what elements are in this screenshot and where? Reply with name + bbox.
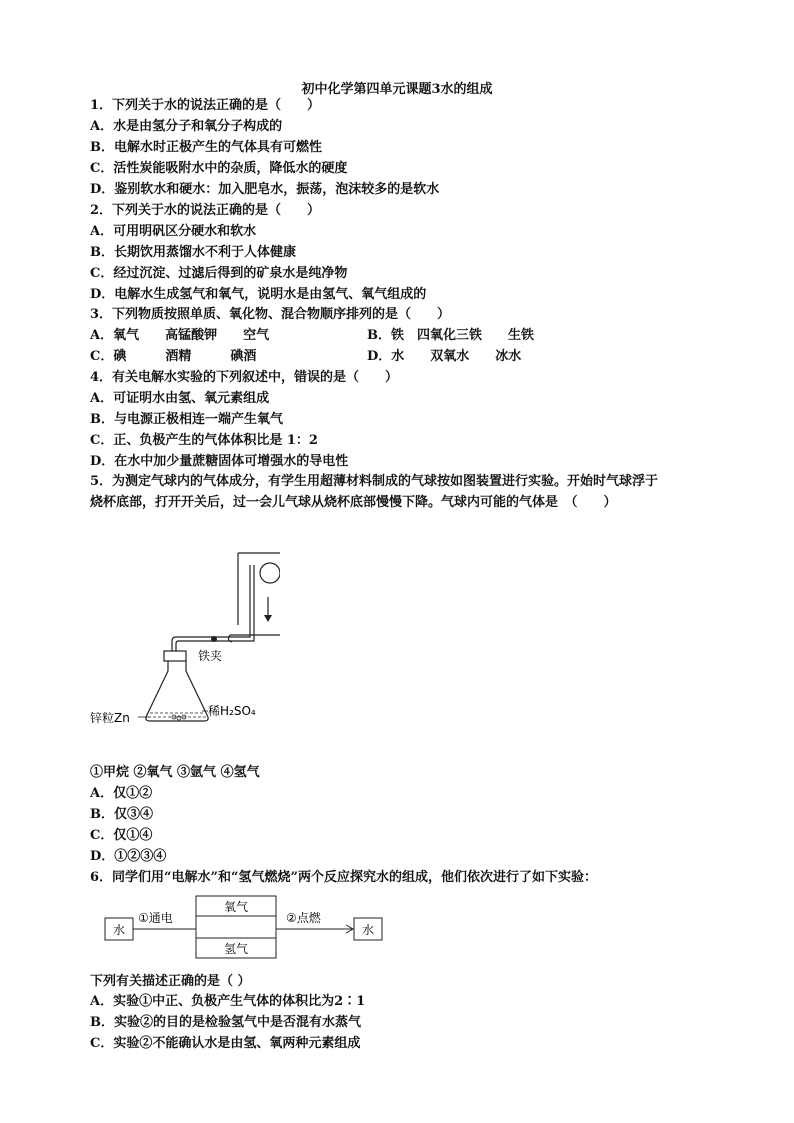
- flask-stopper: [164, 651, 186, 661]
- flow-end-label: 水: [361, 923, 375, 937]
- delivery-tube-inner: [176, 565, 254, 657]
- q5-option-b: B．仅③④: [90, 807, 153, 822]
- q4-option-b: B．与电源正极相连一端产生氧气: [90, 412, 283, 427]
- q4-option-d: D．在水中加少量蔗糖固体可增强水的导电性: [90, 454, 349, 469]
- flow-start-label: 水: [112, 923, 126, 937]
- clamp-icon: [211, 636, 217, 642]
- q5-option-d: D．①②③④: [90, 849, 167, 864]
- clamp-label: 铁夹: [198, 649, 223, 663]
- flow-box-bottom-label: 氢气: [223, 942, 249, 956]
- q6-option-a: A．实验①中正、负极产生气体的体积比为2∶1: [90, 994, 366, 1009]
- flow-step2-label: ②点燃: [286, 911, 321, 925]
- q4-option-a: A．可证明水由氢、氧元素组成: [90, 391, 270, 406]
- q1-option-a: A．水是由氢分子和氧分子构成的: [90, 119, 283, 134]
- down-arrow-head: [264, 615, 272, 622]
- experiment-flow-diagram: [100, 890, 400, 970]
- q3-option-c: C．碘 酒精 碘酒: [90, 349, 257, 364]
- q2-option-a: A．可用明矾区分硬水和软水: [90, 224, 257, 239]
- q1-stem: 1．下列关于水的说法正确的是（ ）: [90, 98, 321, 113]
- zinc-label: 锌粒Zn: [90, 711, 130, 725]
- q4-option-c: C．正、负极产生的气体体积比是 1：2: [90, 433, 318, 448]
- page-title: 初中化学第四单元课题3水的组成: [301, 82, 493, 97]
- q1-option-b: B．电解水时正极产生的气体具有可燃性: [90, 140, 322, 155]
- q2-option-d: D．电解水生成氢气和氧气，说明水是由氢气、氧气组成的: [90, 287, 427, 302]
- q3-option-a: A．氧气 高锰酸钾 空气: [90, 328, 270, 343]
- q5-option-c: C．仅①④: [90, 828, 153, 843]
- acid-label: 稀H₂SO₄: [208, 704, 256, 718]
- flow-step1-label: ①通电: [138, 911, 173, 925]
- q1-option-d: D．鉴别软水和硬水：加入肥皂水，振荡，泡沫较多的是软水: [90, 182, 440, 197]
- q3-stem: 3．下列物质按照单质、氧化物、混合物顺序排列的是（ ）: [90, 307, 451, 322]
- q3-option-d: D．水 双氧水 冰水: [367, 349, 522, 364]
- q4-stem: 4．有关电解水实验的下列叙述中，错误的是（ ）: [90, 370, 399, 385]
- q5-stem-line1: 5．为测定气球内的气体成分，有学生用超薄材料制成的气球按如图装置进行实验。开始时气球浮于: [90, 474, 659, 489]
- flow-box-top-label: 氧气: [223, 900, 249, 914]
- q5-choices: ①甲烷 ②氧气 ③氩气 ④氢气: [90, 765, 260, 780]
- balloon-icon: [260, 563, 280, 583]
- q5-option-a: A．仅①②: [90, 786, 153, 801]
- q6-option-c: C．实验②不能确认水是由氢、氧两种元素组成: [90, 1036, 361, 1051]
- q2-option-b: B．长期饮用蒸馏水不利于人体健康: [90, 245, 296, 260]
- q2-stem: 2．下列关于水的说法正确的是（ ）: [90, 203, 321, 218]
- q5-stem-line2: 烧杯底部，打开开关后，过一会儿气球从烧杯底部慢慢下降。气球内可能的气体是 （ ）: [90, 495, 617, 510]
- q6-sub-stem: 下列有关描述正确的是（ ）: [90, 974, 251, 989]
- q2-option-c: C．经过沉淀、过滤后得到的矿泉水是纯净物: [90, 266, 348, 281]
- q3-option-b: B．铁 四氧化三铁 生铁: [367, 328, 534, 343]
- conical-flask: [146, 661, 208, 721]
- q1-option-c: C．活性炭能吸附水中的杂质，降低水的硬度: [90, 161, 348, 176]
- apparatus-diagram: [90, 545, 280, 730]
- q6-option-b: B．实验②的目的是检验氢气中是否混有水蒸气: [90, 1015, 361, 1030]
- q6-stem: 6．同学们用“电解水”和“氢气燃烧”两个反应探究水的组成，他们依次进行了如下实验：: [90, 870, 597, 885]
- zinc-granule: [177, 716, 181, 720]
